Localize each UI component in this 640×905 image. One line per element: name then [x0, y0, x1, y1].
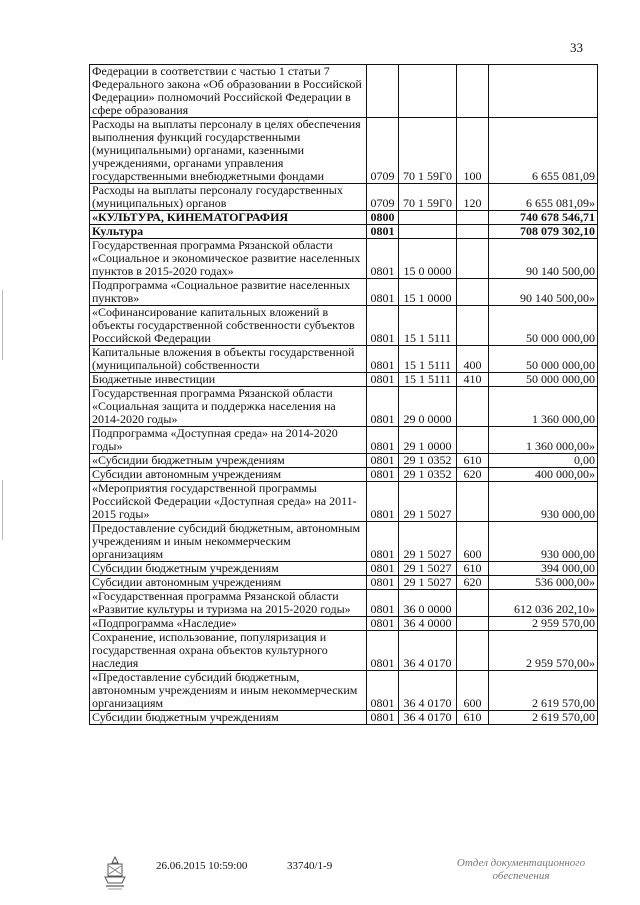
department-stamp: Отдел документационного обеспечения [456, 857, 586, 882]
table-row [90, 671, 598, 711]
amount-cell [489, 65, 598, 118]
section-code-cell: 0801 [367, 562, 399, 576]
section-code-cell: 0801 [367, 617, 399, 631]
target-article-cell: 15 1 0000 [399, 279, 457, 306]
target-article-cell: 70 1 59Г0 [399, 118, 457, 184]
amount-cell: 930 000,00 [489, 522, 598, 562]
amount-cell: 50 000 000,00 [489, 373, 598, 387]
name-cell: Капитальные вложения в объекты государственной (муниципальной) собственности [90, 346, 367, 373]
table-row [90, 239, 598, 279]
expense-type-cell: 620 [457, 576, 489, 590]
expense-type-cell [457, 211, 489, 225]
target-article-cell: 29 1 0352 [399, 454, 457, 468]
amount-cell: 50 000 000,00 [489, 306, 598, 346]
table-row [90, 373, 598, 387]
page-number: 33 [570, 40, 583, 55]
table-row [90, 346, 598, 373]
table-row [90, 427, 598, 454]
expense-type-cell [457, 482, 489, 522]
amount-cell: 2 959 570,00» [489, 631, 598, 671]
name-cell: Бюджетные инвестиции [90, 373, 367, 387]
expense-type-cell [457, 225, 489, 239]
table-body [90, 65, 598, 725]
amount-cell: 6 655 081,09» [489, 184, 598, 211]
target-article-cell: 36 4 0170 [399, 631, 457, 671]
amount-cell: 930 000,00 [489, 482, 598, 522]
amount-cell: 6 655 081,09 [489, 118, 598, 184]
target-article-cell: 36 4 0000 [399, 617, 457, 631]
expense-type-cell: 600 [457, 671, 489, 711]
table-row [90, 184, 598, 211]
target-article-cell [399, 225, 457, 239]
expense-type-cell: 620 [457, 468, 489, 482]
table-row [90, 225, 598, 239]
expense-type-cell [457, 427, 489, 454]
table-row [90, 711, 598, 725]
section-code-cell: 0801 [367, 346, 399, 373]
name-cell: Федерации в соответствии с частью 1 статьи 7 Федерального закона «Об образовании в Российской Федерации» полномочий Российской Федерации в сфере образования [90, 65, 367, 118]
amount-cell: 400 000,00» [489, 468, 598, 482]
table-row [90, 617, 598, 631]
target-article-cell [399, 211, 457, 225]
name-cell: «Предоставление субсидий бюджетным, автономным учреждениям и иным некоммерческим организациям [90, 671, 367, 711]
target-article-cell: 15 1 5111 [399, 346, 457, 373]
table-row [90, 562, 598, 576]
section-code-cell: 0801 [367, 279, 399, 306]
name-cell: Государственная программа Рязанской области «Социальная защита и поддержка населения на 2014-2020 годы» [90, 387, 367, 427]
amount-cell: 2 619 570,00 [489, 711, 598, 725]
table-row [90, 306, 598, 346]
section-code-cell [367, 65, 399, 118]
expense-type-cell [457, 279, 489, 306]
expense-type-cell: 410 [457, 373, 489, 387]
amount-cell: 50 000 000,00 [489, 346, 598, 373]
target-article-cell: 15 0 0000 [399, 239, 457, 279]
footer [0, 855, 640, 895]
section-code-cell: 0801 [367, 482, 399, 522]
section-code-cell: 0801 [367, 239, 399, 279]
name-cell: Сохранение, использование, популяризация и государственная охрана объектов культурного наследия [90, 631, 367, 671]
target-article-cell: 29 0 0000 [399, 387, 457, 427]
table-row [90, 631, 598, 671]
amount-cell: 740 678 546,71 [489, 211, 598, 225]
expense-type-cell [457, 617, 489, 631]
table-row [90, 522, 598, 562]
target-article-cell: 36 4 0170 [399, 671, 457, 711]
expense-type-cell: 610 [457, 454, 489, 468]
amount-cell: 90 140 500,00» [489, 279, 598, 306]
table-row [90, 468, 598, 482]
expense-type-cell: 100 [457, 118, 489, 184]
amount-cell: 0,00 [489, 454, 598, 468]
expense-type-cell [457, 387, 489, 427]
name-cell: Подпрограмма «Социальное развитие населенных пунктов» [90, 279, 367, 306]
name-cell: Предоставление субсидий бюджетным, автономным учреждениям и иным некоммерческим организациям [90, 522, 367, 562]
amount-cell: 1 360 000,00» [489, 427, 598, 454]
document-code: 33740/1-9 [287, 860, 333, 872]
table-row [90, 118, 598, 184]
name-cell: «Субсидии бюджетным учреждениям [90, 454, 367, 468]
expense-type-cell: 600 [457, 522, 489, 562]
budget-table [89, 64, 598, 725]
section-code-cell: 0801 [367, 711, 399, 725]
expense-type-cell: 120 [457, 184, 489, 211]
amount-cell: 612 036 202,10» [489, 590, 598, 617]
target-article-cell: 29 1 5027 [399, 576, 457, 590]
footer-date: 26.06.2015 10:59:00 [156, 860, 248, 872]
section-code-cell: 0801 [367, 576, 399, 590]
table-row [90, 279, 598, 306]
name-cell: Расходы на выплаты персоналу в целях обеспечения выполнения функций государственными (муниципальными) органами, казенными учреждениями, органами управления государственными внебюджетными фондами [90, 118, 367, 184]
table-row [90, 454, 598, 468]
target-article-cell: 15 1 5111 [399, 306, 457, 346]
section-code-cell: 0800 [367, 211, 399, 225]
amount-cell: 708 079 302,10 [489, 225, 598, 239]
section-code-cell: 0801 [367, 590, 399, 617]
amount-cell: 536 000,00» [489, 576, 598, 590]
expense-type-cell: 400 [457, 346, 489, 373]
table-row [90, 211, 598, 225]
page-edge-mark [2, 290, 3, 360]
expense-type-cell [457, 239, 489, 279]
name-cell: «Подпрограмма «Наследие» [90, 617, 367, 631]
table-row [90, 65, 598, 118]
name-cell: «Государственная программа Рязанской области «Развитие культуры и туризма на 2015-2020 годы» [90, 590, 367, 617]
expense-type-cell [457, 631, 489, 671]
expense-type-cell [457, 65, 489, 118]
section-code-cell: 0801 [367, 225, 399, 239]
amount-cell: 1 360 000,00 [489, 387, 598, 427]
target-article-cell: 36 4 0170 [399, 711, 457, 725]
target-article-cell: 29 1 5027 [399, 482, 457, 522]
section-code-cell: 0801 [367, 306, 399, 346]
name-cell: «Софинансирование капитальных вложений в объекты государственной собственности субъектов Российской Федерации [90, 306, 367, 346]
section-code-cell: 0801 [367, 454, 399, 468]
target-article-cell [399, 65, 457, 118]
expense-type-cell [457, 306, 489, 346]
section-code-cell: 0801 [367, 373, 399, 387]
amount-cell: 90 140 500,00 [489, 239, 598, 279]
name-cell: Расходы на выплаты персоналу государственных (муниципальных) органов [90, 184, 367, 211]
table-row [90, 387, 598, 427]
table-row [90, 576, 598, 590]
page-edge-mark [2, 480, 3, 540]
expense-type-cell [457, 590, 489, 617]
amount-cell: 2 619 570,00 [489, 671, 598, 711]
target-article-cell: 70 1 59Г0 [399, 184, 457, 211]
name-cell: Субсидии автономным учреждениям [90, 576, 367, 590]
section-code-cell: 0801 [367, 468, 399, 482]
target-article-cell: 29 1 0000 [399, 427, 457, 454]
section-code-cell: 0709 [367, 184, 399, 211]
amount-cell: 394 000,00 [489, 562, 598, 576]
target-article-cell: 29 1 5027 [399, 522, 457, 562]
expense-type-cell: 610 [457, 562, 489, 576]
section-code-cell: 0801 [367, 387, 399, 427]
name-cell: Культура [90, 225, 367, 239]
name-cell: «КУЛЬТУРА, КИНЕМАТОГРАФИЯ [90, 211, 367, 225]
amount-cell: 2 959 570,00 [489, 617, 598, 631]
name-cell: «Мероприятия государственной программы Российской Федерации «Доступная среда» на 2011-2015 годы» [90, 482, 367, 522]
name-cell: Государственная программа Рязанской области «Социальное и экономическое развитие населенных пунктов в 2015-2020 годах» [90, 239, 367, 279]
target-article-cell: 29 1 0352 [399, 468, 457, 482]
target-article-cell: 29 1 5027 [399, 562, 457, 576]
section-code-cell: 0801 [367, 522, 399, 562]
name-cell: Подпрограмма «Доступная среда» на 2014-2020 годы» [90, 427, 367, 454]
table-row [90, 590, 598, 617]
section-code-cell: 0801 [367, 671, 399, 711]
name-cell: Субсидии бюджетным учреждениям [90, 562, 367, 576]
target-article-cell: 15 1 5111 [399, 373, 457, 387]
section-code-cell: 0801 [367, 427, 399, 454]
expense-type-cell: 610 [457, 711, 489, 725]
name-cell: Субсидии бюджетным учреждениям [90, 711, 367, 725]
section-code-cell: 0801 [367, 631, 399, 671]
name-cell: Субсидии автономным учреждениям [90, 468, 367, 482]
section-code-cell: 0709 [367, 118, 399, 184]
target-article-cell: 36 0 0000 [399, 590, 457, 617]
emblem-icon [100, 855, 130, 894]
table-row [90, 482, 598, 522]
